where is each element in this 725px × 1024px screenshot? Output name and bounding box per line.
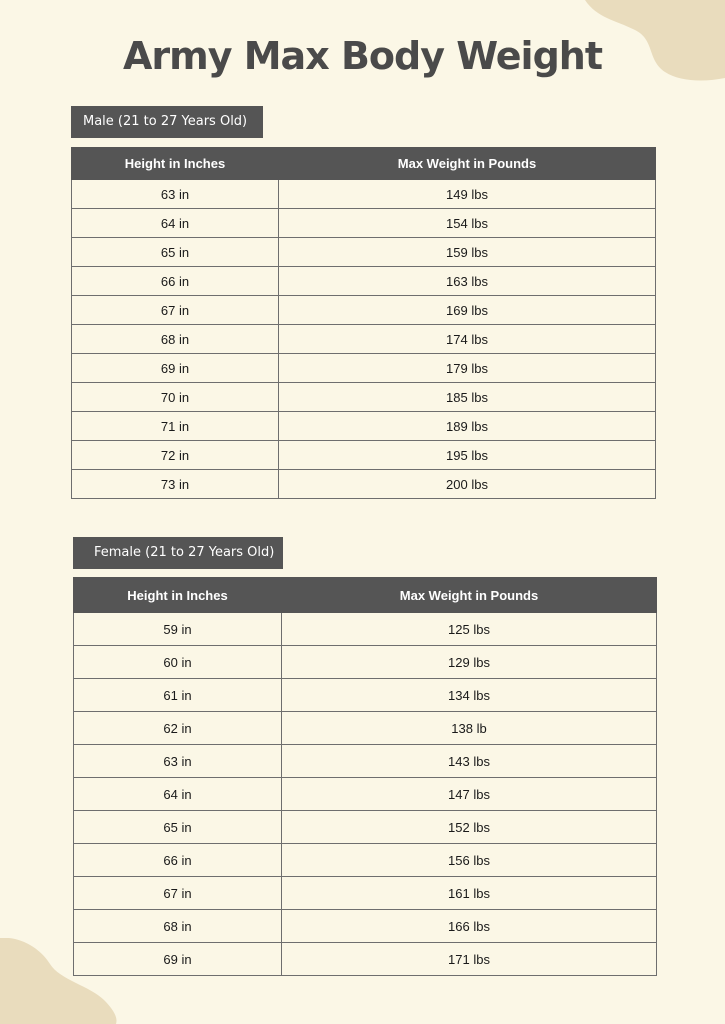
table-row bbox=[72, 325, 656, 354]
weight-cell: 189 lbs bbox=[279, 412, 656, 441]
height-cell: 66 in bbox=[72, 267, 279, 296]
male-weight-table bbox=[71, 147, 656, 499]
table-header-row bbox=[74, 578, 657, 613]
weight-cell: 154 lbs bbox=[279, 209, 656, 238]
weight-cell: 143 lbs bbox=[282, 745, 657, 778]
weight-cell: 169 lbs bbox=[279, 296, 656, 325]
weight-cell: 138 lb bbox=[282, 712, 657, 745]
weight-cell: 195 lbs bbox=[279, 441, 656, 470]
height-cell: 63 in bbox=[72, 180, 279, 209]
table-row bbox=[72, 412, 656, 441]
height-cell: 65 in bbox=[72, 238, 279, 267]
table-row bbox=[74, 646, 657, 679]
table-row bbox=[72, 267, 656, 296]
header-height: Height in Inches bbox=[72, 148, 279, 180]
table-row bbox=[74, 943, 657, 976]
weight-cell: 147 lbs bbox=[282, 778, 657, 811]
header-height: Height in Inches bbox=[74, 578, 282, 613]
height-cell: 62 in bbox=[74, 712, 282, 745]
table-row bbox=[74, 613, 657, 646]
male-section-label: Male (21 to 27 Years Old) bbox=[71, 106, 263, 138]
table-row bbox=[72, 383, 656, 412]
height-cell: 72 in bbox=[72, 441, 279, 470]
height-cell: 61 in bbox=[74, 679, 282, 712]
table-row bbox=[74, 811, 657, 844]
table-row bbox=[74, 844, 657, 877]
weight-cell: 152 lbs bbox=[282, 811, 657, 844]
height-cell: 68 in bbox=[72, 325, 279, 354]
height-cell: 68 in bbox=[74, 910, 282, 943]
weight-cell: 163 lbs bbox=[279, 267, 656, 296]
weight-cell: 166 lbs bbox=[282, 910, 657, 943]
table-row bbox=[74, 745, 657, 778]
table-row bbox=[74, 679, 657, 712]
weight-cell: 179 lbs bbox=[279, 354, 656, 383]
table-row bbox=[72, 441, 656, 470]
table-header-row bbox=[72, 148, 656, 180]
weight-cell: 200 lbs bbox=[279, 470, 656, 499]
header-weight: Max Weight in Pounds bbox=[282, 578, 657, 613]
table-row bbox=[72, 470, 656, 499]
table-row bbox=[72, 296, 656, 325]
weight-cell: 129 lbs bbox=[282, 646, 657, 679]
table-row bbox=[72, 180, 656, 209]
table-row bbox=[74, 910, 657, 943]
female-weight-table bbox=[73, 577, 657, 976]
weight-cell: 149 lbs bbox=[279, 180, 656, 209]
weight-cell: 125 lbs bbox=[282, 613, 657, 646]
height-cell: 70 in bbox=[72, 383, 279, 412]
height-cell: 63 in bbox=[74, 745, 282, 778]
height-cell: 71 in bbox=[72, 412, 279, 441]
weight-cell: 159 lbs bbox=[279, 238, 656, 267]
weight-cell: 185 lbs bbox=[279, 383, 656, 412]
height-cell: 69 in bbox=[72, 354, 279, 383]
height-cell: 60 in bbox=[74, 646, 282, 679]
table-row bbox=[74, 778, 657, 811]
height-cell: 65 in bbox=[74, 811, 282, 844]
height-cell: 64 in bbox=[72, 209, 279, 238]
weight-cell: 171 lbs bbox=[282, 943, 657, 976]
page-title: Army Max Body Weight bbox=[123, 34, 602, 78]
height-cell: 64 in bbox=[74, 778, 282, 811]
weight-cell: 174 lbs bbox=[279, 325, 656, 354]
height-cell: 67 in bbox=[72, 296, 279, 325]
height-cell: 73 in bbox=[72, 470, 279, 499]
table-row bbox=[74, 712, 657, 745]
table-row bbox=[72, 354, 656, 383]
weight-cell: 161 lbs bbox=[282, 877, 657, 910]
table-row bbox=[74, 877, 657, 910]
weight-cell: 156 lbs bbox=[282, 844, 657, 877]
height-cell: 66 in bbox=[74, 844, 282, 877]
header-weight: Max Weight in Pounds bbox=[279, 148, 656, 180]
height-cell: 67 in bbox=[74, 877, 282, 910]
height-cell: 59 in bbox=[74, 613, 282, 646]
weight-cell: 134 lbs bbox=[282, 679, 657, 712]
height-cell: 69 in bbox=[74, 943, 282, 976]
table-row bbox=[72, 238, 656, 267]
female-section-label: Female (21 to 27 Years Old) bbox=[73, 537, 283, 569]
table-row bbox=[72, 209, 656, 238]
